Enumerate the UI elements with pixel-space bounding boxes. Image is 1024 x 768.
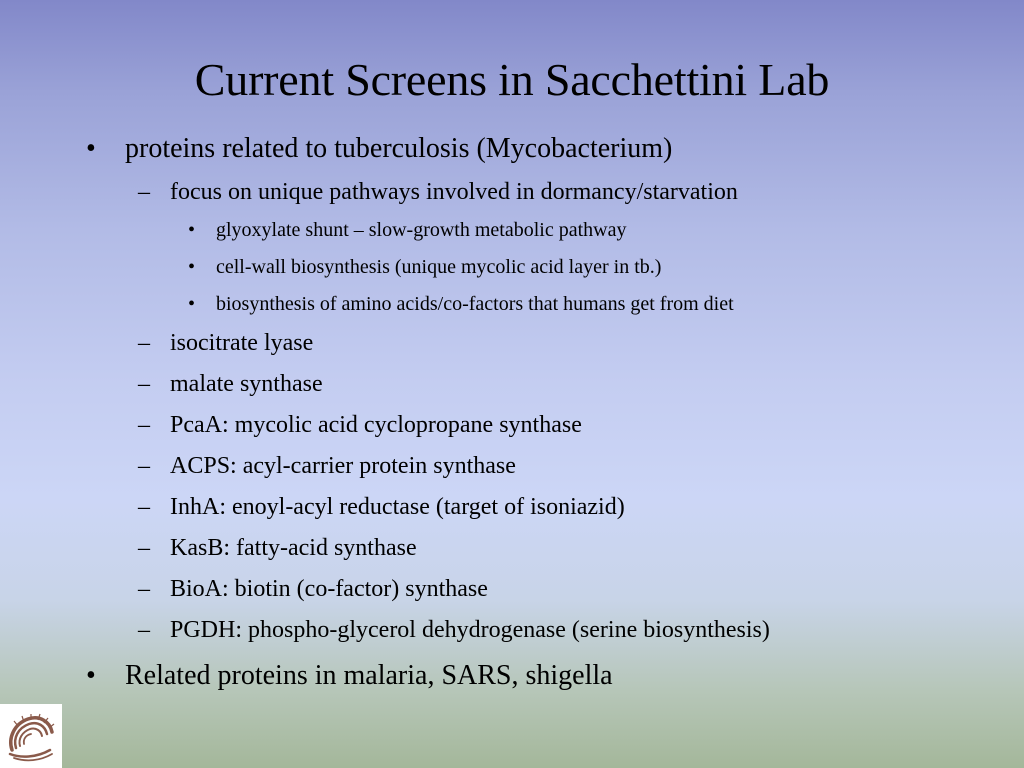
dash-marker: –: [138, 371, 150, 397]
bullet-marker: •: [188, 219, 196, 241]
bullet-text: Related proteins in malaria, SARS, shigella: [125, 660, 613, 691]
sub-bullet-text: focus on unique pathways involved in dormancy/starvation: [170, 179, 738, 205]
dash-marker: –: [138, 494, 150, 520]
sub-sub-bullet-item: [188, 291, 734, 317]
sub-bullet-item: [138, 177, 738, 207]
bullet-marker: •: [86, 133, 96, 164]
sub-sub-bullet-item: [188, 254, 661, 280]
sub-bullet-text: isocitrate lyase: [170, 330, 314, 356]
bullet-marker: •: [188, 293, 196, 315]
sub-bullet-text: KasB: fatty-acid synthase: [170, 535, 417, 561]
sub-bullet-text: malate synthase: [170, 371, 323, 397]
sub-bullet-item: [138, 533, 417, 563]
dash-marker: –: [138, 179, 150, 205]
dash-marker: –: [138, 330, 150, 356]
sub-bullet-text: PcaA: mycolic acid cyclopropane synthase: [170, 412, 582, 438]
dash-marker: –: [138, 412, 150, 438]
dash-marker: –: [138, 576, 150, 602]
bullet-marker: •: [188, 256, 196, 278]
sub-sub-bullet-text: biosynthesis of amino acids/co-factors that humans get from diet: [216, 293, 734, 315]
sub-bullet-item: [138, 615, 770, 645]
bullet-item: [86, 659, 613, 693]
dash-marker: –: [138, 617, 150, 643]
sub-bullet-text: BioA: biotin (co-factor) synthase: [170, 576, 488, 602]
slide-title: Current Screens in Sacchettini Lab: [194, 54, 830, 105]
sub-bullet-item: [138, 492, 625, 522]
sub-bullet-text: PGDH: phospho-glycerol dehydrogenase (serine biosynthesis): [170, 617, 770, 643]
sub-bullet-item: [138, 328, 313, 358]
sub-bullet-text: ACPS: acyl-carrier protein synthase: [170, 453, 516, 479]
sub-bullet-item: [138, 410, 582, 440]
dash-marker: –: [138, 453, 150, 479]
bullet-text: proteins related to tuberculosis (Mycobacterium): [125, 133, 673, 164]
sub-sub-bullet-text: cell-wall biosynthesis (unique mycolic acid layer in tb.): [216, 256, 662, 278]
sub-sub-bullet-text: glyoxylate shunt – slow-growth metabolic pathway: [216, 219, 627, 241]
dash-marker: –: [138, 535, 150, 561]
lab-logo-graphic: [0, 704, 62, 768]
sub-bullet-item: [138, 451, 516, 481]
sub-bullet-item: [138, 369, 323, 399]
bullet-marker: •: [86, 660, 96, 691]
lab-logo-icon: [0, 704, 62, 768]
sub-bullet-text: InhA: enoyl-acyl reductase (target of isoniazid): [170, 494, 625, 520]
sub-sub-bullet-item: [188, 217, 626, 243]
sub-bullet-item: [138, 574, 488, 604]
bullet-item: [86, 132, 672, 166]
